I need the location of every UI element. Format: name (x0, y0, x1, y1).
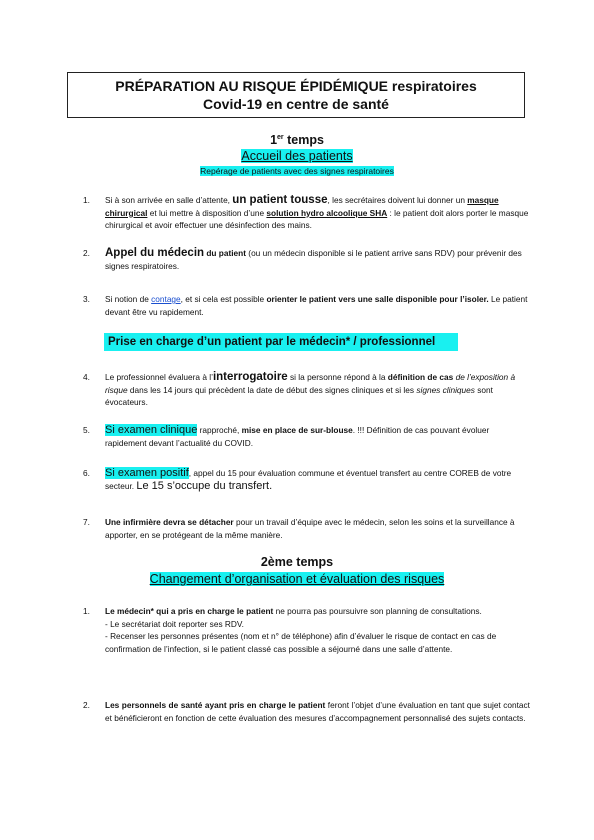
section-2-heading: 2ème temps (260, 555, 334, 569)
list-number: 2. (83, 248, 90, 258)
section-1-subtitle (0, 149, 594, 163)
list-item-body (105, 467, 530, 492)
list-item-line: - Recenser les personnes présentes (nom et n° de téléphone) afin d’évaluer le risque de contact en cas de confirmation de l’infection, si le patient classé cas possible a séjourné dans une salle d’attente. (105, 631, 497, 654)
title-line-1 (68, 78, 524, 95)
text: , et si cela est possible (180, 294, 267, 304)
list-item-body (105, 371, 530, 409)
text: (ou un médecin disponible si le patient arrive sans RDV) pour prévenir des signes respiratoires. (105, 248, 522, 271)
highlighted-text: Si examen clinique (105, 424, 198, 436)
list-number: 6. (83, 468, 90, 478)
text: Le patient devant être vu rapidement. (105, 294, 528, 317)
text: Le professionnel évaluera à l’ (105, 372, 213, 382)
bold-text: du patient (204, 248, 246, 258)
text: feront l’objet d’une évaluation en tant que sujet contact et bénéficieront en fonction de cette évaluation des mesures d’accompagnement personnalisé des sujets contacts. (105, 700, 530, 723)
section-1-caption-text: Repérage de patients avec des signes respiratoires (200, 166, 394, 176)
list-number: 1. (83, 195, 90, 205)
bold-text: Une infirmière devra se détacher (105, 517, 234, 527)
text: ne pourra pas poursuivre son planning de consultations. (273, 606, 482, 616)
section-1-number: 1 (270, 133, 278, 147)
list-item-body (105, 699, 530, 724)
list-item-body (105, 247, 530, 272)
section-1-caption (0, 166, 594, 176)
text: rapproché, (197, 425, 242, 435)
italic-text: de l’exposition à risque (105, 372, 516, 395)
list-item-body (105, 424, 530, 449)
list-number: 5. (83, 425, 90, 435)
list-item-line: - Le secrétariat doit reporter ses RDV. (105, 618, 244, 629)
list-item-body (105, 293, 530, 318)
section-2-subtitle-text: Changement d’organisation et évaluation des risques (149, 572, 445, 586)
text: , les secrétaires doivent lui donner un (327, 195, 468, 205)
section-1-subtitle-text: Accueil des patients (241, 149, 353, 163)
bold-text: interrogatoire (212, 371, 288, 383)
list-item-body (105, 516, 530, 541)
text: Si à son arrivée en salle d’attente, (105, 195, 233, 205)
italic-text: signes cliniques (416, 384, 475, 395)
bold-text: Appel du médecin (105, 247, 205, 259)
bold-text: définition de cas (387, 372, 454, 382)
highlighted-text: Si examen positif (105, 467, 189, 479)
title-rest: respiratoires (388, 78, 477, 94)
large-text: Le 15 s’occupe du transfert. (136, 479, 273, 492)
text: Si notion de (105, 294, 152, 304)
section-1-sup: er (277, 133, 284, 141)
bold-text: un patient tousse (232, 194, 328, 206)
text: et lui mettre à disposition d’une (147, 207, 267, 218)
list-number: 2. (83, 700, 90, 710)
list-item-body (105, 194, 530, 232)
underlined-text: masque chirurgical (105, 195, 499, 218)
list-item-body (105, 605, 530, 655)
list-number: 4. (83, 372, 90, 382)
title-bold: PRÉPARATION AU RISQUE ÉPIDÉMIQUE (115, 78, 389, 94)
section-1-heading (0, 133, 594, 147)
text: pour un travail d’équipe avec le médecin, selon les soins et la surveillance à apporter, en se protégeant de la même manière. (105, 517, 515, 540)
list-item-line (105, 605, 530, 618)
title-box (67, 72, 525, 118)
text: sont évocateurs. (105, 384, 493, 407)
text: dans les 14 jours qui précèdent la date de début des signes cliniques et si les (127, 384, 417, 395)
list-number: 1. (83, 606, 90, 616)
section-band: Prise en charge d’un patient par le médecin* / professionnel (104, 333, 458, 351)
bold-text: mise en place de sur-blouse (241, 425, 353, 435)
title-line-2: Covid-19 en centre de santé (203, 96, 389, 112)
bold-text: Les personnels de santé ayant pris en charge le patient (105, 700, 326, 710)
bold-text: Le médecin* qui a pris en charge le patient (105, 606, 274, 616)
text: si la personne répond à la (287, 372, 388, 382)
text: , appel du 15 pour évaluation commune et éventuel transfert au centre COREB de votre secteur. (105, 468, 512, 491)
contage-link[interactable]: contage (151, 294, 181, 304)
text: : le patient doit alors porter le masque chirurgical et avoir effectuer une désinfection des mains. (105, 207, 529, 230)
list-number: 7. (83, 517, 90, 527)
bold-text: orienter le patient vers une salle disponible pour l’isoler. (266, 294, 489, 304)
section-1-word: temps (283, 133, 324, 147)
text: . !!! Définition de cas pouvant évoluer rapidement devant l’actualité du COVID. (105, 425, 490, 448)
section-2-subtitle (0, 572, 594, 586)
list-number: 3. (83, 294, 90, 304)
underlined-text: solution hydro alcoolique SHA (266, 207, 388, 218)
